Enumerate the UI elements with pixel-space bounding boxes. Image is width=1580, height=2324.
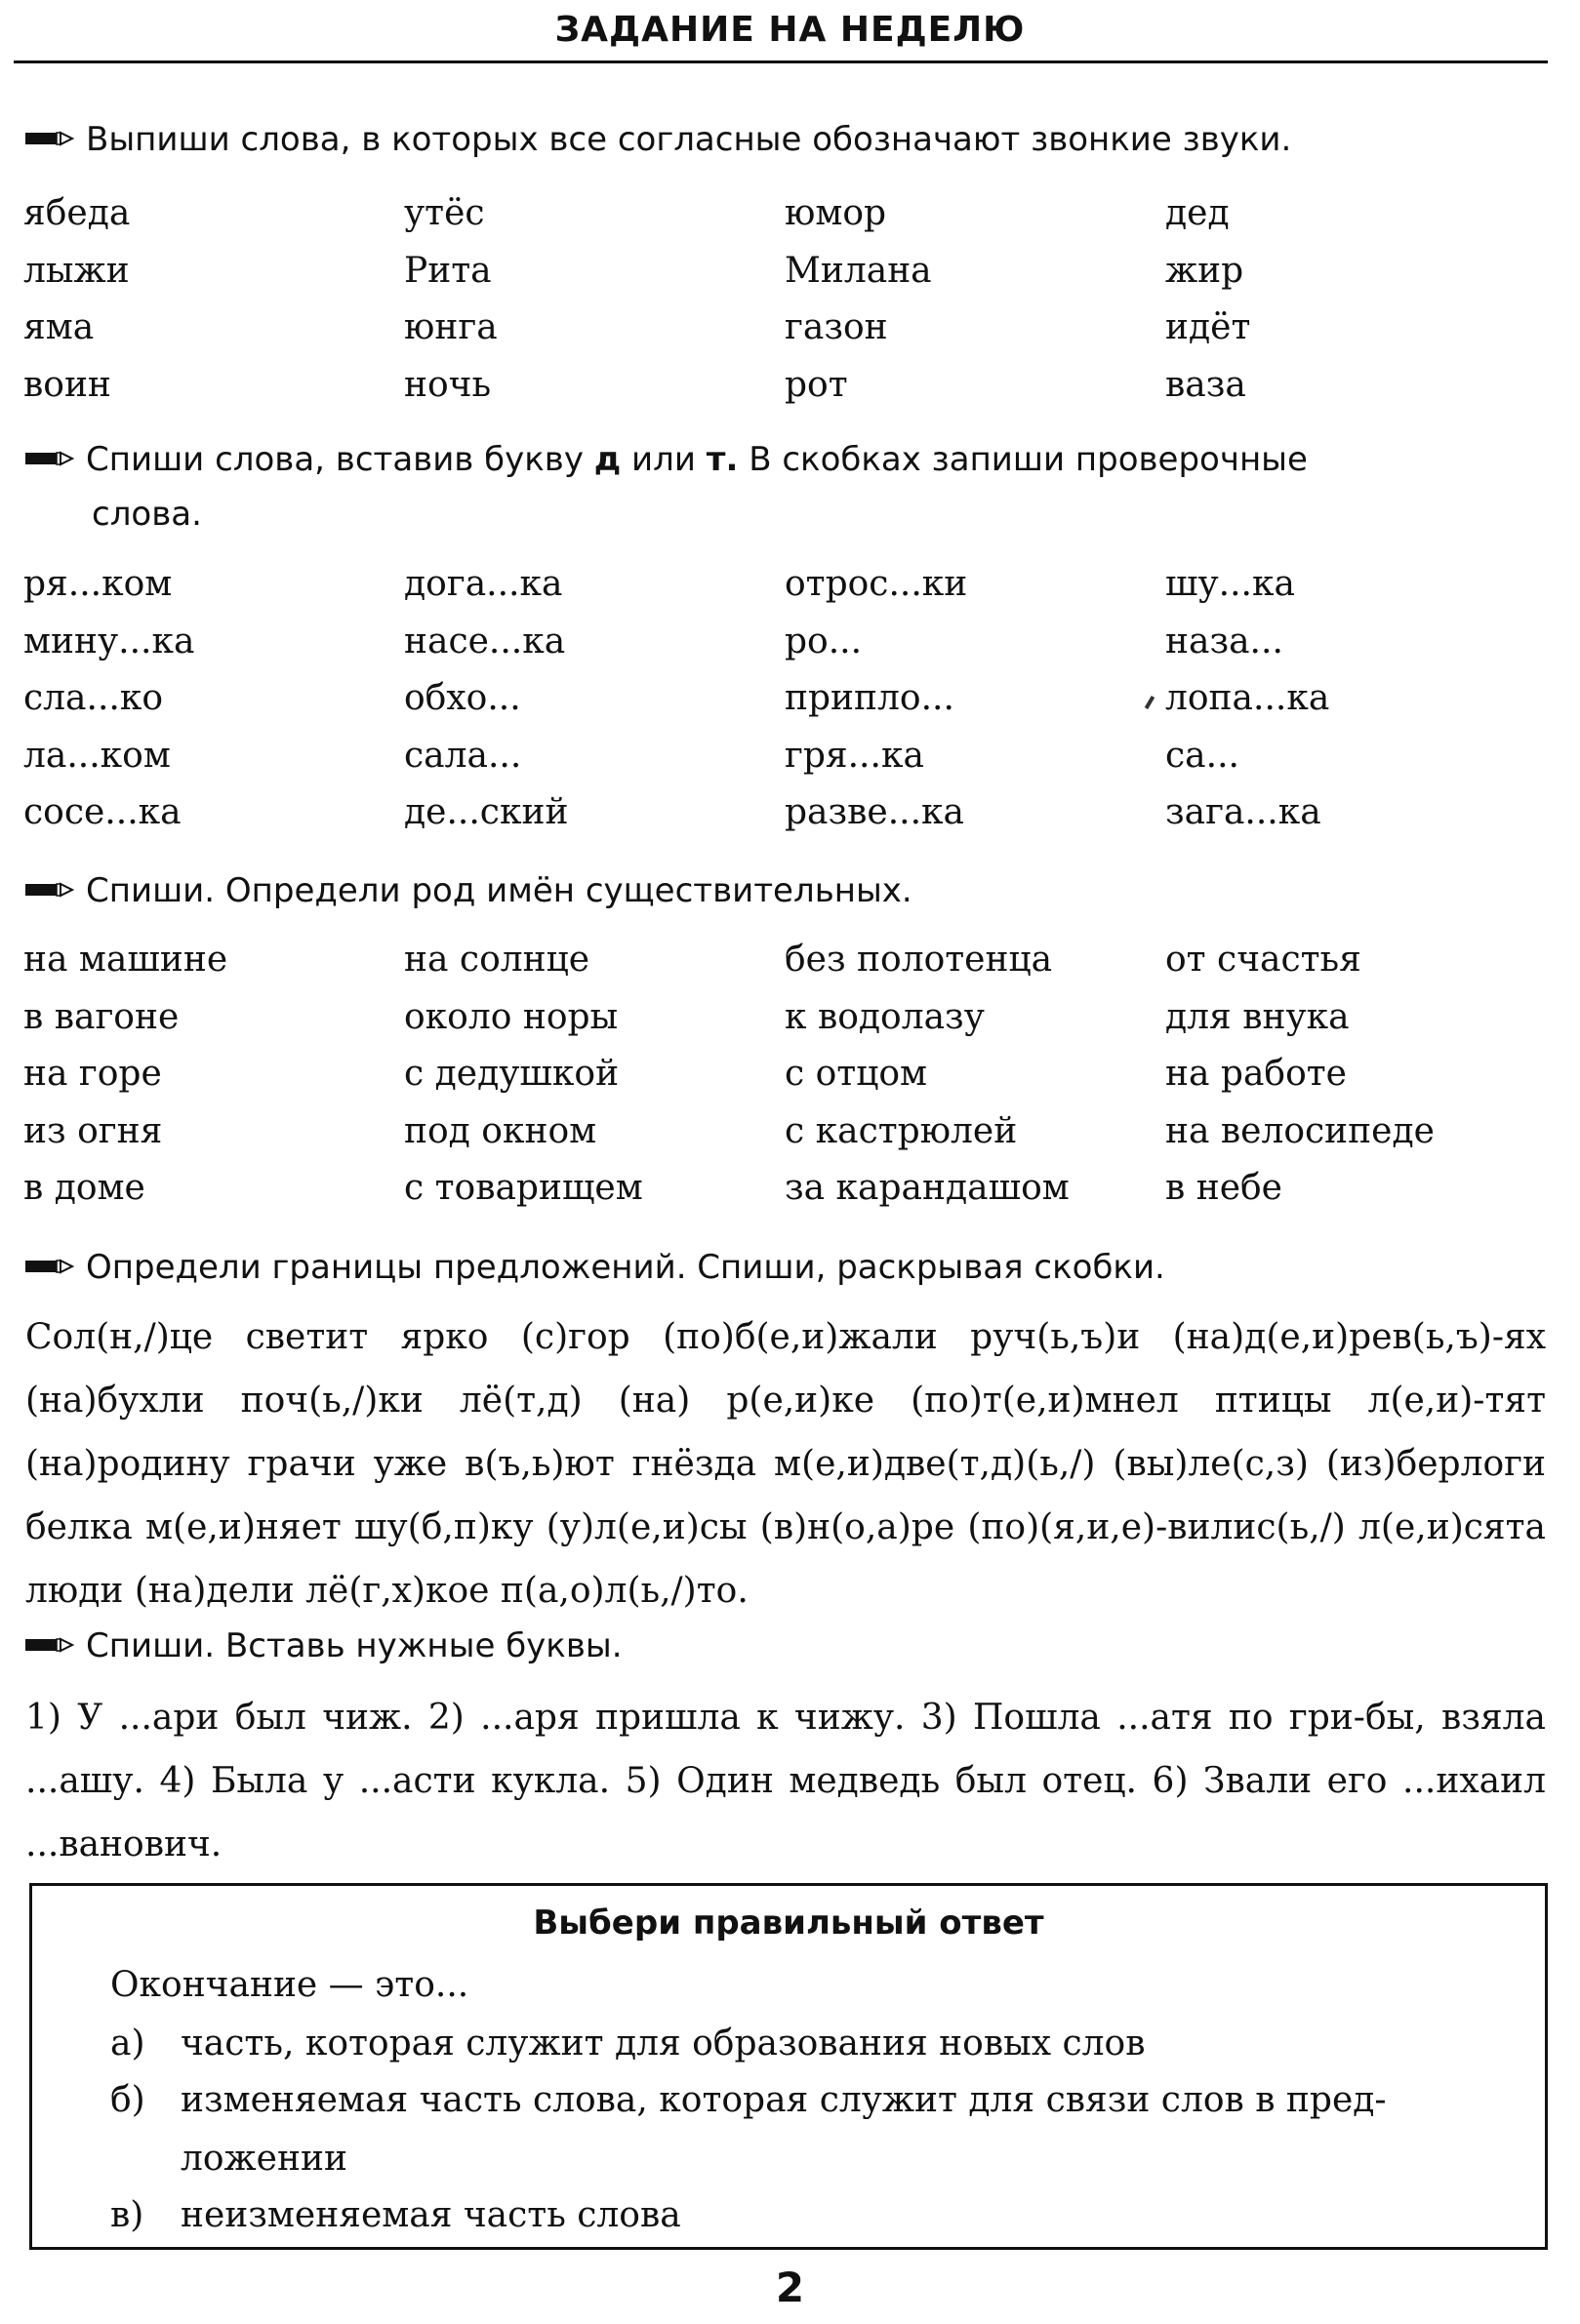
- word: сала...: [404, 735, 522, 776]
- title-divider: [14, 60, 1548, 63]
- page-number: 2: [775, 2264, 805, 2311]
- phrase: на машине: [23, 940, 228, 980]
- pencil-icon: [23, 1617, 74, 1673]
- page-title: ЗАДАНИЕ НА НЕДЕЛЮ: [554, 10, 1026, 50]
- word: дед: [1165, 193, 1230, 233]
- phrase: за карандашом: [785, 1168, 1070, 1208]
- phrase: с кастрюлей: [785, 1110, 1018, 1151]
- word: разве...ка: [785, 792, 965, 832]
- task2-letter-t: т.: [706, 440, 739, 479]
- task1-word-grid: [23, 185, 1546, 414]
- word: гря...ка: [785, 735, 924, 776]
- task5-heading: [23, 1618, 1546, 1674]
- task2-instruction-part: В скобках запиши проверочные: [749, 440, 1308, 479]
- word: ночь: [404, 364, 492, 405]
- word: яма: [23, 307, 95, 347]
- phrase: с товарищем: [404, 1168, 643, 1208]
- task2-instruction-part: слова.: [92, 495, 202, 534]
- word: шу...ка: [1165, 564, 1295, 604]
- task2-word-grid: [23, 556, 1546, 842]
- quiz-option: [110, 2015, 1516, 2073]
- option-text: часть, которая служит для образования новых слов: [181, 2023, 1146, 2064]
- phrase: в доме: [23, 1168, 145, 1208]
- task3-word-grid: [23, 932, 1546, 1218]
- option-letter: в): [110, 2195, 144, 2235]
- word: припло...: [785, 678, 954, 718]
- quiz-option: [110, 2071, 1516, 2188]
- word: юнга: [404, 307, 498, 347]
- word: сла...ко: [23, 678, 163, 718]
- pencil-icon: [23, 110, 74, 167]
- phrase: около норы: [404, 996, 619, 1037]
- word: сосе...ка: [23, 792, 182, 832]
- word: лопа...ка: [1165, 678, 1330, 718]
- phrase: из огня: [23, 1110, 163, 1151]
- word: зага...ка: [1165, 792, 1321, 832]
- phrase: к водолазу: [785, 996, 985, 1037]
- task4-heading: [23, 1239, 1546, 1296]
- word: ла...ком: [23, 735, 171, 776]
- task5-instruction: Спиши. Вставь нужные буквы.: [86, 1626, 623, 1665]
- phrase: на велосипеде: [1165, 1110, 1435, 1151]
- phrase: для внука: [1165, 996, 1350, 1037]
- word: наза...: [1165, 621, 1283, 661]
- word: насе...ка: [404, 621, 566, 661]
- option-text: изменяемая часть слова, которая служит для связи слов в пред-ложении: [181, 2080, 1387, 2179]
- word: отрос...ки: [785, 564, 968, 604]
- task2-letter-d: д: [593, 440, 622, 479]
- phrase: с отцом: [785, 1054, 928, 1094]
- pencil-icon: [23, 1238, 74, 1295]
- word: газон: [785, 307, 888, 347]
- phrase: на горе: [23, 1054, 162, 1094]
- word: Рита: [404, 250, 492, 291]
- task3-instruction: Спиши. Определи род имён существительных.: [86, 871, 912, 910]
- phrase: с дедушкой: [404, 1054, 620, 1094]
- quiz-box: [29, 1883, 1548, 2250]
- pencil-icon: [23, 430, 74, 487]
- quiz-title: Выбери правильный ответ: [533, 1903, 1044, 1943]
- task2-heading: [23, 431, 1546, 542]
- task2-instruction-part: Спиши слова, вставив букву: [86, 440, 584, 479]
- phrase: на солнце: [404, 940, 590, 980]
- task2-instruction-or: или: [631, 440, 696, 479]
- phrase: на работе: [1165, 1054, 1347, 1094]
- word: обхо...: [404, 678, 521, 718]
- task1-instruction: Выпиши слова, в которых все согласные обозначают звонкие звуки.: [86, 120, 1292, 159]
- word: идёт: [1165, 307, 1251, 347]
- phrase: в небе: [1165, 1168, 1282, 1208]
- word: рот: [785, 364, 848, 405]
- quiz-question: Окончание — это...: [110, 1965, 469, 2005]
- word: утёс: [404, 193, 485, 233]
- word: ваза: [1165, 364, 1246, 405]
- word: Милана: [785, 250, 932, 291]
- word: юмор: [785, 193, 887, 233]
- word: де...ский: [404, 792, 569, 832]
- task4-instruction: Определи границы предложений. Спиши, раскрывая скобки.: [86, 1248, 1165, 1287]
- word: ря...ком: [23, 564, 173, 604]
- quiz-option: [110, 2186, 1516, 2245]
- word: жир: [1165, 250, 1244, 291]
- pencil-icon: [23, 861, 74, 918]
- word: лыжи: [23, 250, 130, 291]
- word: дога...ка: [404, 564, 563, 604]
- word: воин: [23, 364, 111, 405]
- phrase: без полотенца: [785, 940, 1053, 980]
- task4-text: Сол(н,/)це светит ярко (с)гор (по)б(е,и)жали руч(ь,ъ)и (на)д(е,и)рев(ь,ъ)-ях (на)бухли поч(ь,/)ки лё(т,д) (на) р(е,и)ке (по)т(е,и)мнел птицы л(е,и)-тят (на)родину грачи уже в(ъ,ь)ют гнёзда м(е,и)две(т,д)(ь,/) (вы)ле(с,з) (из)берлоги белка м(е,и)няет шу(б,п)ку (у)л(е,и)сы (в)н(о,а)ре (по)(я,и,е)-вилис(ь,/) л(е,и)сята люди (на)дели лё(г,х)кое п(а,о)л(ь,/)то.: [25, 1317, 1546, 1611]
- option-text: неизменяемая часть слова: [181, 2195, 681, 2235]
- word: са...: [1165, 735, 1239, 776]
- word: ро...: [785, 621, 863, 661]
- option-letter: а): [110, 2023, 145, 2064]
- word: ябеда: [23, 193, 131, 233]
- phrase: в вагоне: [23, 996, 180, 1037]
- option-letter: б): [110, 2080, 145, 2120]
- phrase: от счастья: [1165, 940, 1361, 980]
- word: мину...ка: [23, 621, 195, 661]
- task3-heading: [23, 862, 1546, 919]
- task5-text: 1) У ...ари был чиж. 2) ...аря пришла к чижу. 3) Пошла ...атя по гри-бы, взяла ...ашу. 4) Была у ...асти кукла. 5) Один медведь был отец. 6) Звали его ...ихаил ...ванович.: [25, 1698, 1546, 1864]
- phrase: под окном: [404, 1110, 597, 1151]
- task1-heading: [23, 111, 1546, 168]
